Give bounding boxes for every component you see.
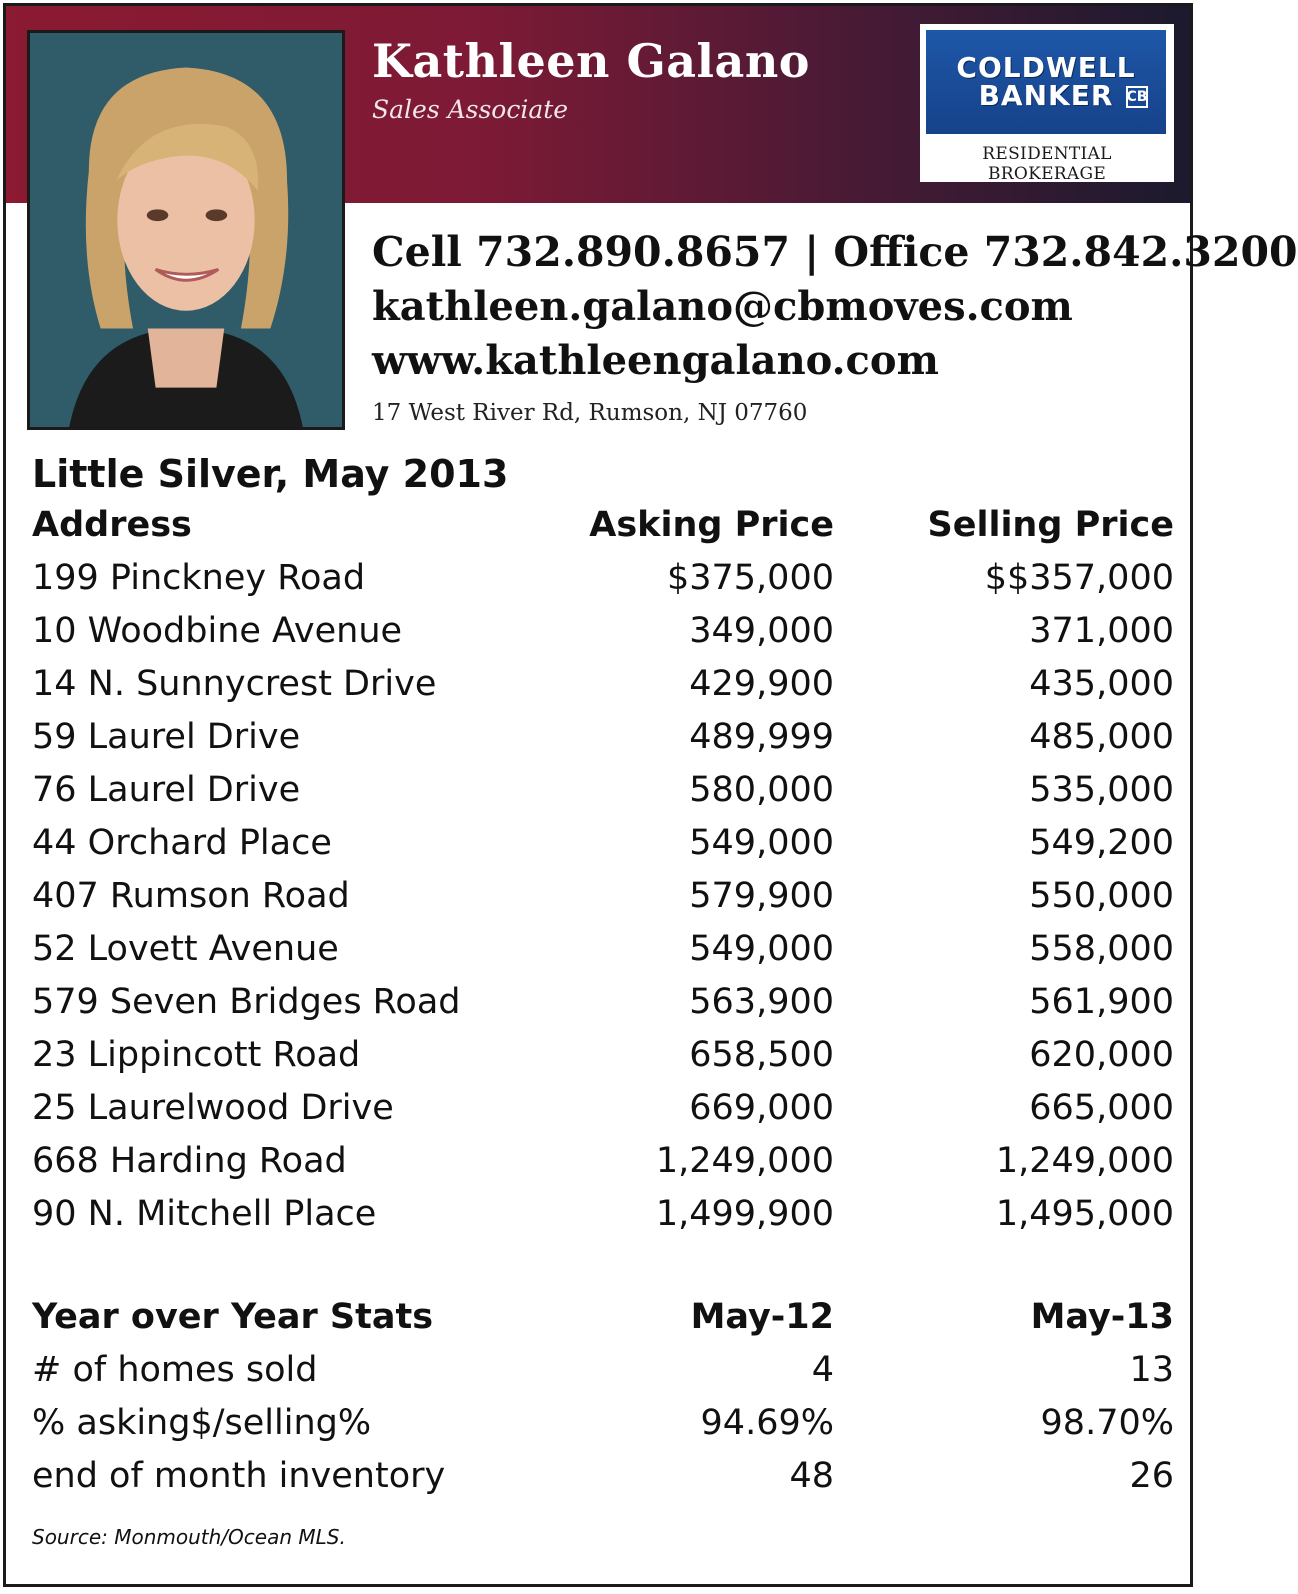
sales-row (32, 770, 1174, 822)
sales-row-cell: 435,000 (1029, 664, 1174, 704)
sales-row-cell: 1,495,000 (995, 1194, 1174, 1234)
sales-row-cell: 44 Orchard Place (32, 823, 332, 863)
sales-row-cell: $375,000 (666, 558, 834, 598)
stats-row-cell: 98.70% (1040, 1403, 1174, 1443)
sales-row (32, 717, 1174, 769)
sales-row-cell: 52 Lovett Avenue (32, 929, 339, 969)
sales-row (32, 1141, 1174, 1193)
logo-subtitle: RESIDENTIAL BROKERAGE (982, 144, 1112, 184)
sales-row (32, 611, 1174, 663)
sales-row-cell: 580,000 (689, 770, 834, 810)
sales-title: Little Silver, May 2013 (32, 452, 509, 496)
header-address: Address (32, 505, 192, 545)
header-may-13: May-13 (1030, 1297, 1174, 1337)
sales-row-cell: 535,000 (1029, 770, 1174, 810)
sales-row-cell: 558,000 (1029, 929, 1174, 969)
sales-row-cell: 1,499,900 (655, 1194, 834, 1234)
sales-header-row (32, 505, 1174, 557)
stats-row-cell: # of homes sold (32, 1350, 318, 1390)
stats-row (32, 1403, 1174, 1455)
sales-row-cell: 579 Seven Bridges Road (32, 982, 461, 1022)
sales-row-cell: 550,000 (1029, 876, 1174, 916)
coldwell-banker-logo (920, 24, 1174, 182)
sales-row-cell: 658,500 (689, 1035, 834, 1075)
sales-row-cell: 59 Laurel Drive (32, 717, 301, 757)
agent-photo (27, 30, 345, 430)
stats-row-cell: end of month inventory (32, 1456, 446, 1496)
sales-row (32, 876, 1174, 928)
sales-row (32, 1088, 1174, 1140)
sales-row-cell: 668 Harding Road (32, 1141, 347, 1181)
header-asking-price: Asking Price (589, 505, 834, 545)
sales-row (32, 1194, 1174, 1246)
sales-row-cell: 349,000 (689, 611, 834, 651)
sales-row-cell: 90 N. Mitchell Place (32, 1194, 377, 1234)
sales-row-cell: 620,000 (1029, 1035, 1174, 1075)
sales-row-cell: 371,000 (1029, 611, 1174, 651)
logo-line-1: COLDWELL (956, 51, 1136, 84)
email-line[interactable]: kathleen.galano@cbmoves.com (372, 283, 1073, 330)
sales-row-cell: 489,999 (689, 717, 834, 757)
stats-row (32, 1456, 1174, 1508)
sales-row (32, 558, 1174, 610)
sales-row-cell: 1,249,000 (995, 1141, 1174, 1181)
sales-row-cell: 23 Lippincott Road (32, 1035, 361, 1075)
stats-row-cell: 48 (789, 1456, 834, 1496)
sales-row-cell: 1,249,000 (655, 1141, 834, 1181)
sales-row (32, 1035, 1174, 1087)
sales-row-cell: 10 Woodbine Avenue (32, 611, 403, 651)
logo-mark-icon: CB (1126, 86, 1148, 108)
sales-row-cell: $$357,000 (984, 558, 1174, 598)
website-line[interactable]: www.kathleengalano.com (372, 337, 939, 384)
sales-row-cell: 429,900 (689, 664, 834, 704)
office-address: 17 West River Rd, Rumson, NJ 07760 (372, 400, 808, 426)
sales-row-cell: 199 Pinckney Road (32, 558, 366, 598)
sales-row-cell: 561,900 (1029, 982, 1174, 1022)
sales-row-cell: 549,200 (1029, 823, 1174, 863)
stats-row-cell: % asking$/selling% (32, 1403, 372, 1443)
logo-blue-panel (926, 30, 1166, 134)
sales-row-cell: 549,000 (689, 823, 834, 863)
sales-row-cell: 665,000 (1029, 1088, 1174, 1128)
header-may-12: May-12 (690, 1297, 834, 1337)
sales-row-cell: 14 N. Sunnycrest Drive (32, 664, 437, 704)
sales-row-cell: 485,000 (1029, 717, 1174, 757)
sales-row (32, 982, 1174, 1034)
sales-row-cell: 407 Rumson Road (32, 876, 350, 916)
stats-row-cell: 13 (1129, 1350, 1174, 1390)
agent-name: Kathleen Galano (372, 34, 810, 88)
stats-row-cell: 4 (811, 1350, 834, 1390)
sales-row-cell: 76 Laurel Drive (32, 770, 301, 810)
sales-row (32, 929, 1174, 981)
sales-row-cell: 25 Laurelwood Drive (32, 1088, 394, 1128)
stats-row-cell: 26 (1129, 1456, 1174, 1496)
source-note: Source: Monmouth/Ocean MLS. (32, 1525, 346, 1549)
stats-row (32, 1350, 1174, 1402)
agent-title: Sales Associate (372, 95, 569, 124)
stats-row-cell: 94.69% (700, 1403, 834, 1443)
logo-line-2: BANKER (978, 79, 1114, 112)
sales-row-cell: 549,000 (689, 929, 834, 969)
sales-row (32, 823, 1174, 875)
sales-row (32, 664, 1174, 716)
sales-row-cell: 669,000 (689, 1088, 834, 1128)
header-stats: Year over Year Stats (32, 1297, 434, 1337)
stats-header-row (32, 1297, 1174, 1349)
sales-row-cell: 563,900 (689, 982, 834, 1022)
header-selling-price: Selling Price (927, 505, 1174, 545)
phone-line: Cell 732.890.8657 | Office 732.842.3200 (372, 228, 1298, 276)
sales-row-cell: 579,900 (689, 876, 834, 916)
